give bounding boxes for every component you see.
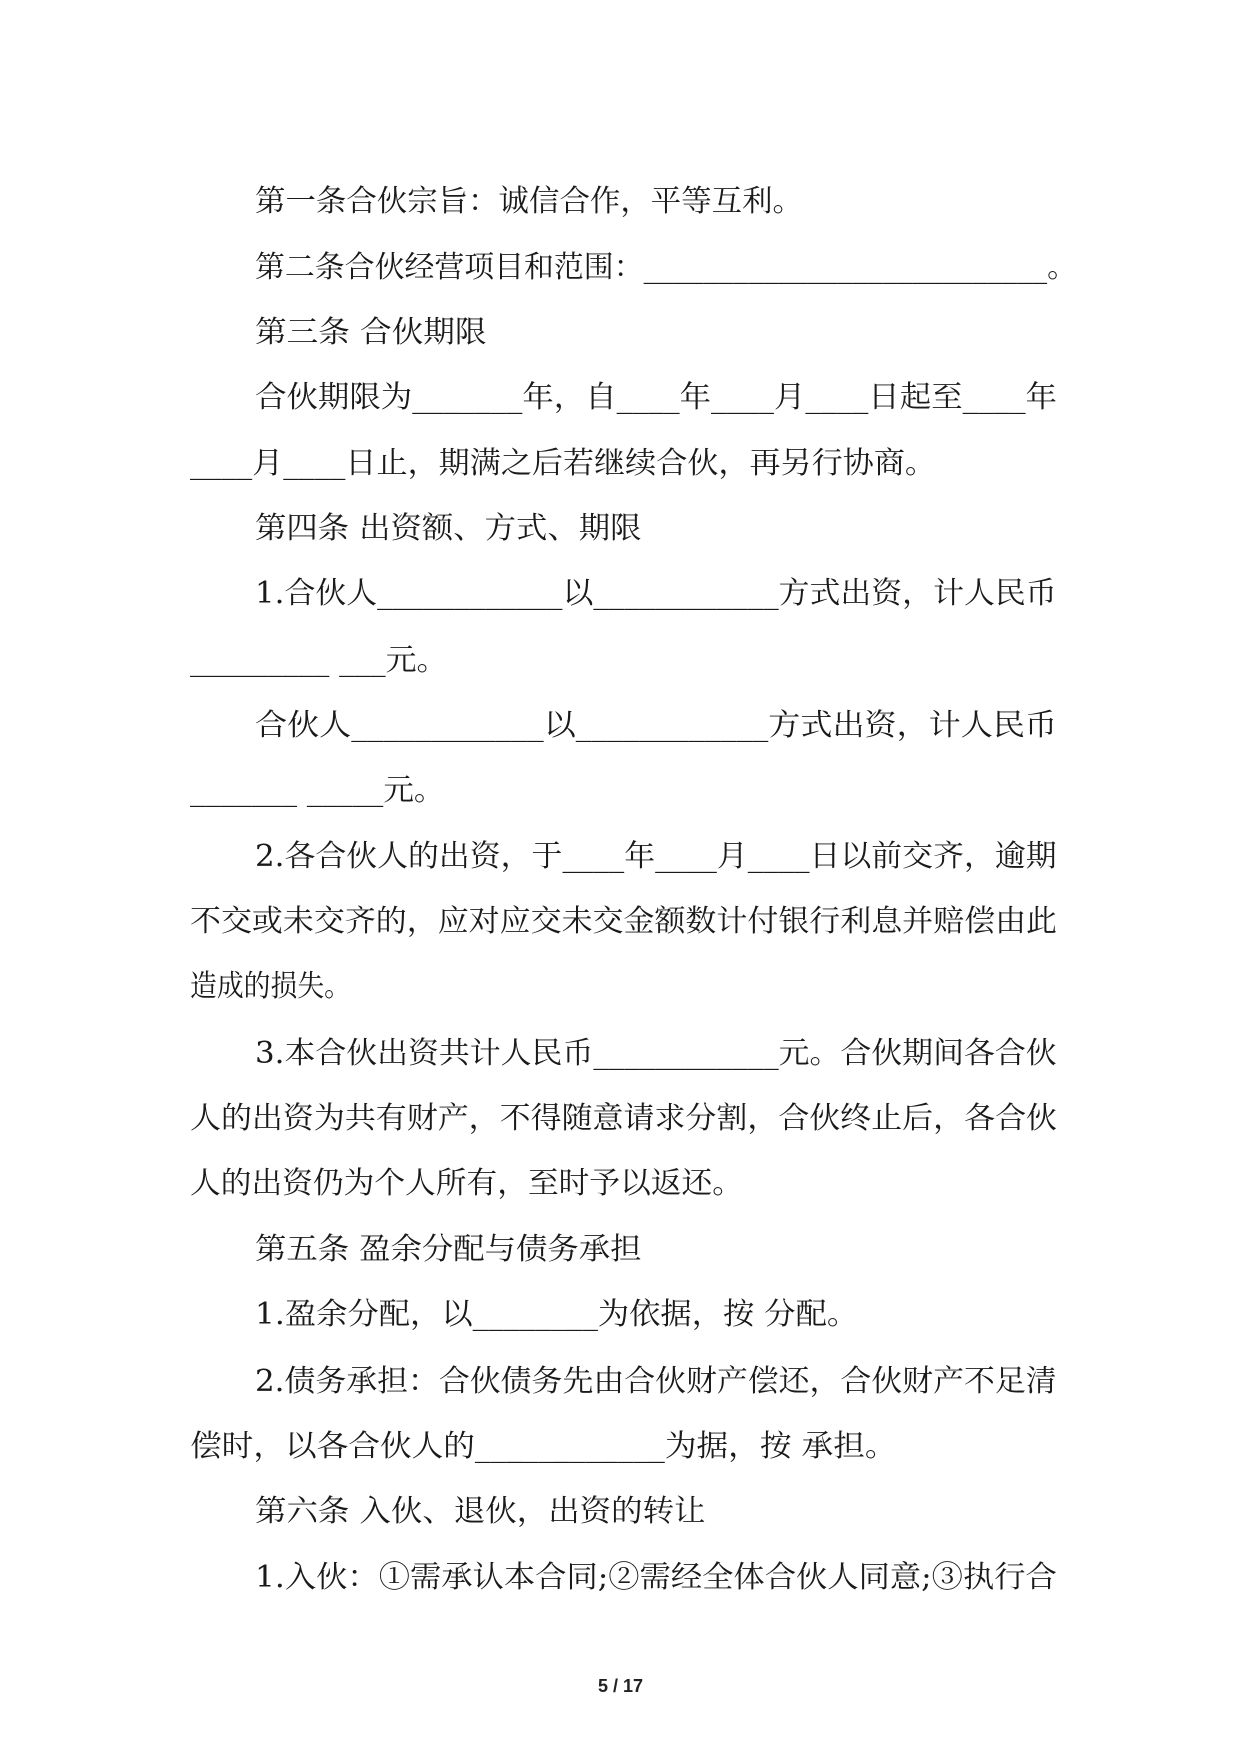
contract-text-line: _________ ___元。: [190, 643, 448, 678]
contract-text-line: 第六条 入伙、退伙，出资的转让: [255, 1494, 706, 1529]
contract-text-line: 2.各合伙人的出资，于____年____月____日以前交齐，逾期: [255, 839, 1057, 874]
contract-text-line: _______ _____元。: [190, 773, 445, 808]
contract-text-line: 造成的损失。: [190, 969, 351, 1004]
contract-text-line: ____月____日止，期满之后若继续合伙，再另行协商。: [190, 446, 936, 481]
contract-text-line: 不交或未交齐的，应对应交未交金额数计付银行利息并赔偿由此: [190, 904, 1057, 939]
contract-text-line: 3.本合伙出资共计人民币____________元。合伙期间各合伙: [255, 1036, 1057, 1071]
contract-text-line: 合伙期限为_______年，自____年____月____日起至____年: [255, 380, 1057, 415]
page-number: 5 / 17: [597, 1676, 644, 1696]
contract-text-line: 合伙人____________以____________方式出资，计人民币: [255, 708, 1057, 743]
contract-text-line: 偿时，以各合伙人的____________为据，按 承担。: [190, 1429, 897, 1464]
contract-text-line: 第二条合伙经营项目和范围：___________________________。: [255, 250, 1077, 285]
contract-text-line: 1.合伙人____________以____________方式出资，计人民币: [255, 576, 1057, 611]
contract-text-line: 人的出资仍为个人所有，至时予以返还。: [190, 1166, 743, 1201]
contract-text-line: 人的出资为共有财产，不得随意请求分割，合伙终止后，各合伙: [190, 1101, 1057, 1136]
contract-text-line: 第一条合伙宗旨：诚信合作，平等互利。: [255, 184, 803, 219]
contract-text-line: 1.盈余分配，以________为依据，按 分配。: [255, 1297, 859, 1332]
contract-text-line: 第五条 盈余分配与债务承担: [255, 1232, 642, 1267]
contract-text-line: 2.债务承担：合伙债务先由合伙财产偿还，合伙财产不足清: [255, 1364, 1057, 1399]
contract-text-line: 第四条 出资额、方式、期限: [255, 511, 642, 546]
contract-text-line: 1.入伙：①需承认本合同;②需经全体合伙人同意;③执行合: [255, 1560, 1057, 1595]
contract-text-line: 第三条 合伙期限: [255, 315, 487, 350]
